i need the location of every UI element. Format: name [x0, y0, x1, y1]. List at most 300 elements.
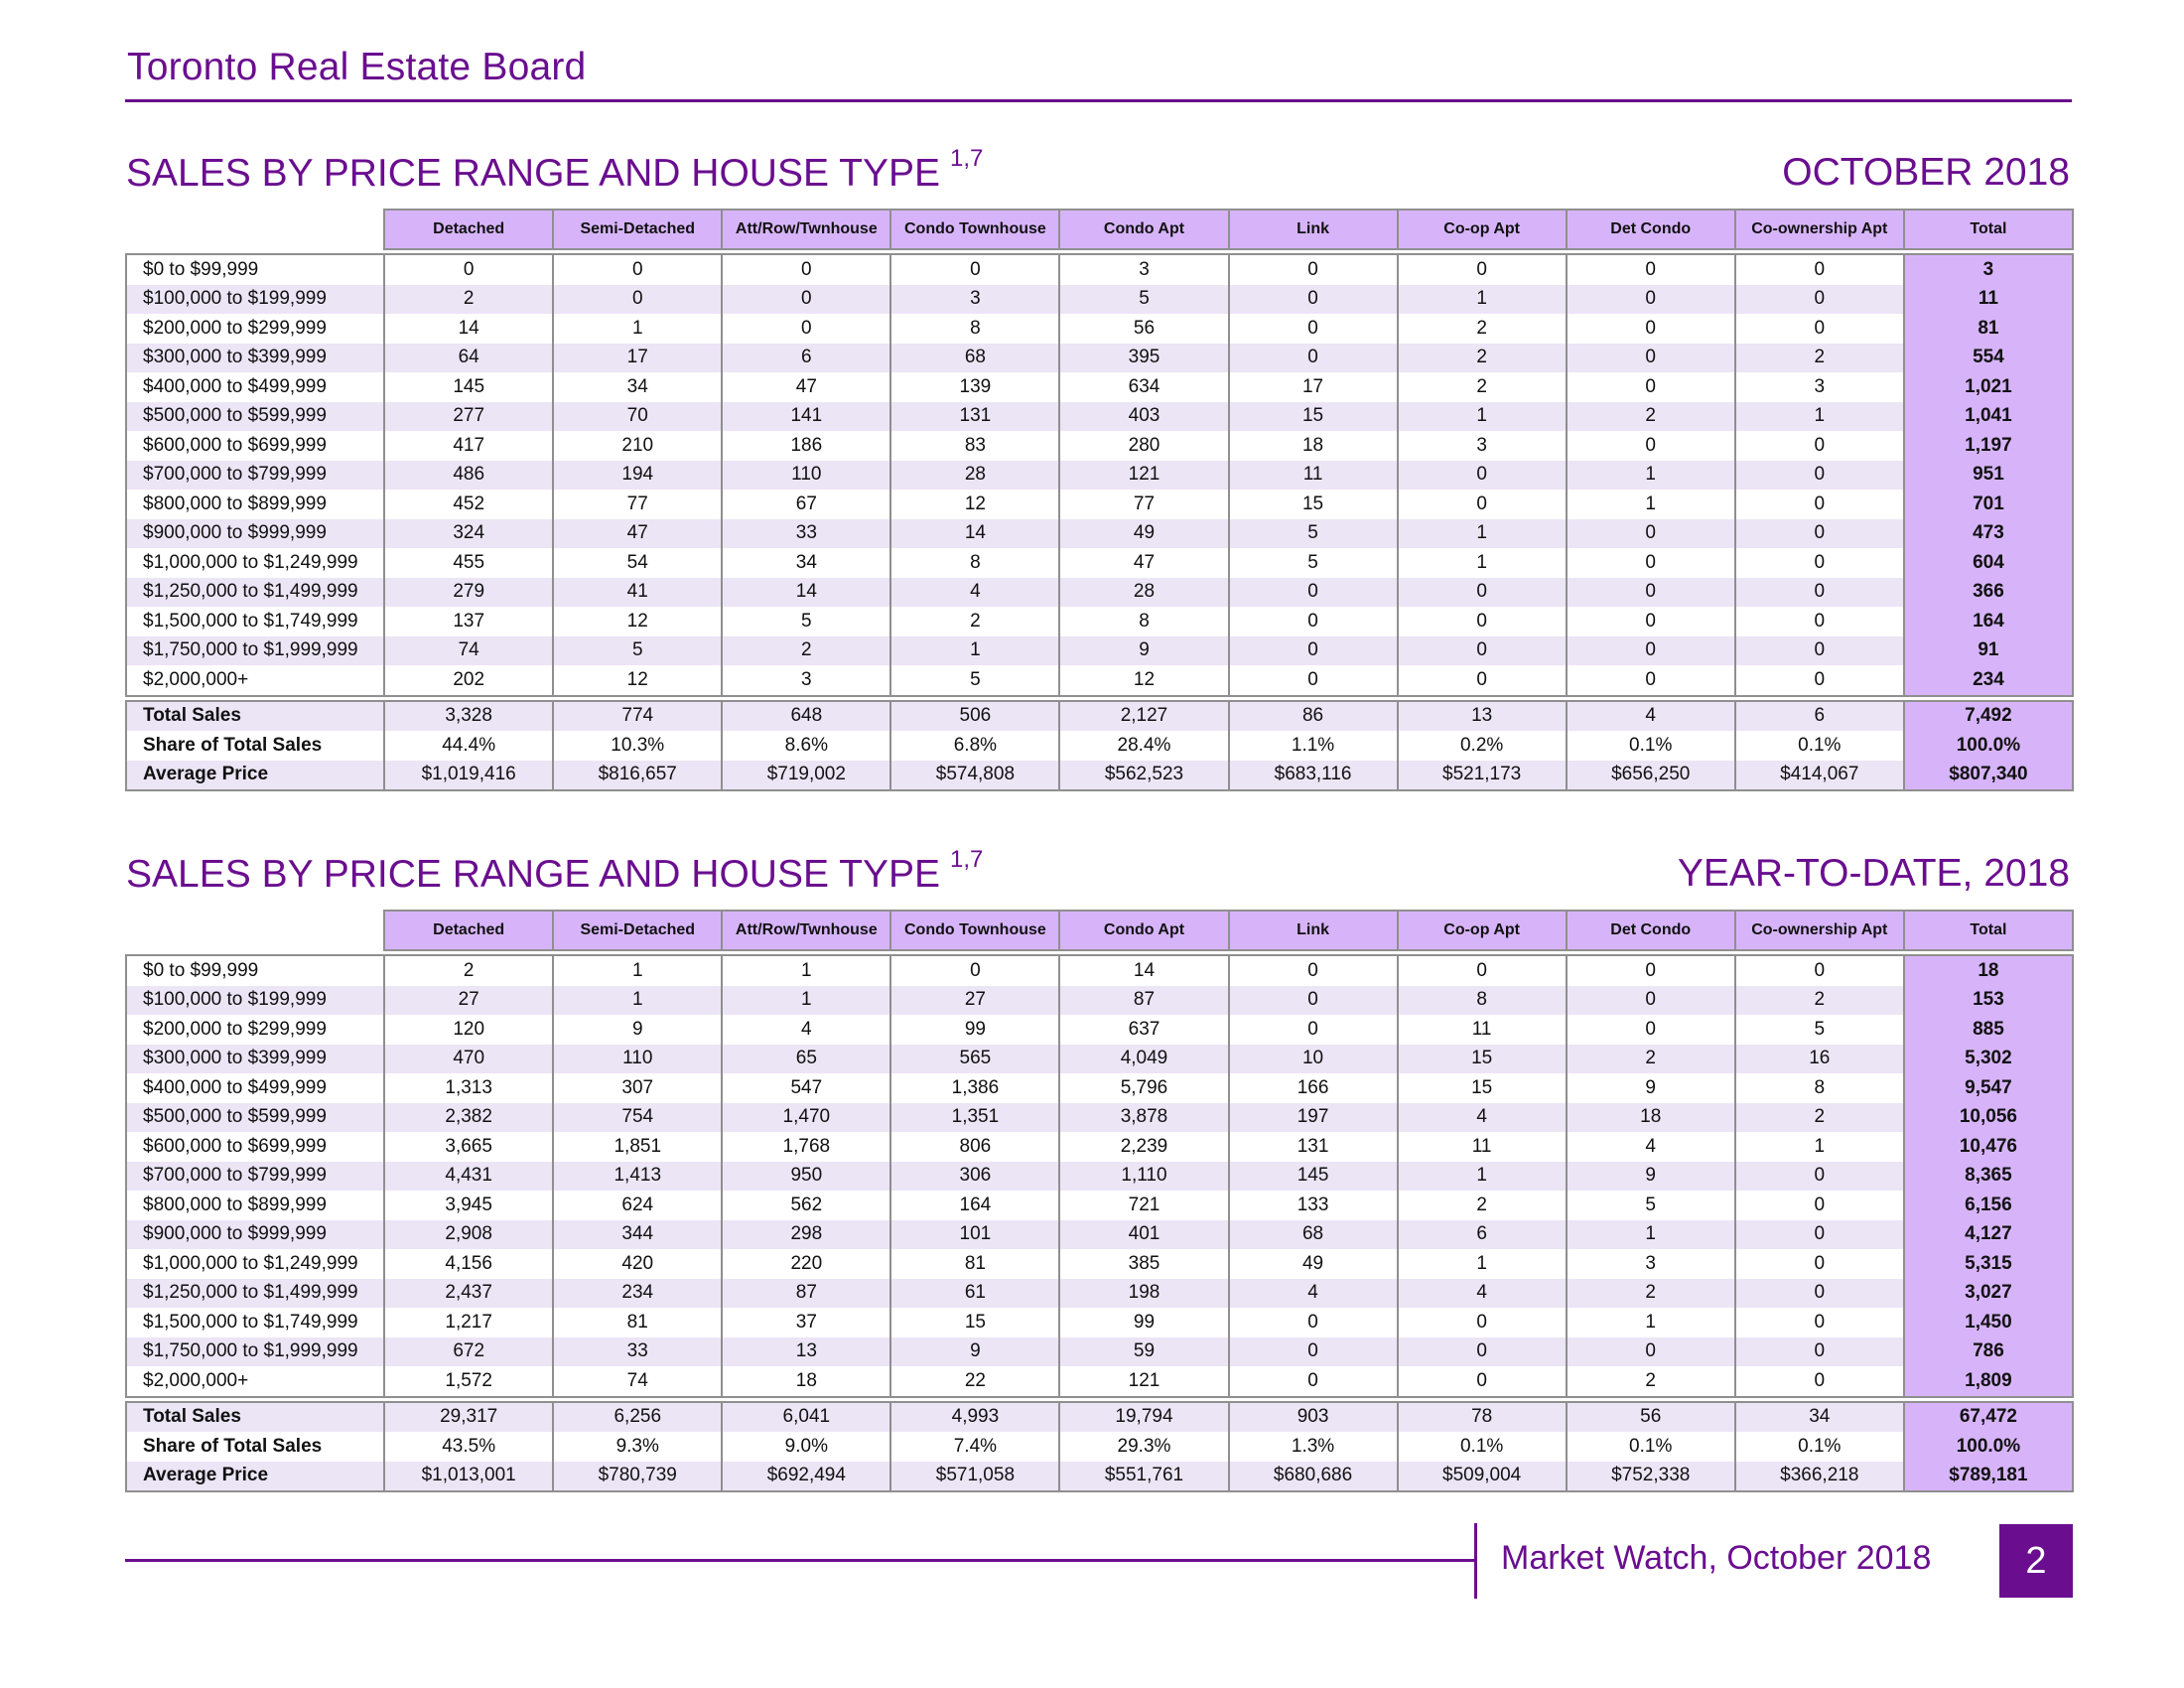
summary-row	[126, 701, 2073, 732]
sales-count-cell: 120	[384, 1015, 553, 1045]
summary-row	[126, 1432, 2073, 1462]
sales-count-cell: 5,796	[1059, 1073, 1228, 1103]
sales-count-cell: 547	[722, 1073, 890, 1103]
price-range-label: $600,000 to $699,999	[126, 431, 384, 461]
sales-count-cell: 12	[1059, 665, 1228, 696]
sales-count-cell: 0	[553, 254, 722, 285]
sales-count-cell: 0	[1398, 665, 1567, 696]
sales-count-cell: 0	[1229, 314, 1398, 344]
sales-count-cell: 6	[722, 344, 890, 373]
sales-count-cell: 1	[1398, 402, 1567, 432]
summary-total-cell: $807,340	[1904, 761, 2073, 791]
column-header: Detached	[384, 210, 553, 249]
sales-count-cell: 0	[1398, 955, 1567, 986]
sales-count-cell: 2	[1567, 1279, 1735, 1309]
price-range-row	[126, 314, 2073, 344]
sales-count-cell: 0	[1735, 1191, 1904, 1220]
column-header: Co-op Apt	[1398, 210, 1567, 249]
price-range-label: $400,000 to $499,999	[126, 372, 384, 402]
column-header: Co-ownership Apt	[1735, 210, 1904, 249]
sales-count-cell: 1	[1398, 1249, 1567, 1279]
sales-count-cell: 27	[890, 986, 1059, 1016]
sales-count-cell: 64	[384, 344, 553, 373]
row-total-cell: 1,197	[1904, 431, 2073, 461]
summary-total-cell: 100.0%	[1904, 1432, 2073, 1462]
sales-count-cell: 15	[1398, 1073, 1567, 1103]
column-header: Det Condo	[1567, 210, 1735, 249]
sales-count-cell: 2,382	[384, 1103, 553, 1133]
column-header-row	[126, 911, 2073, 950]
summary-value-cell: 29,317	[384, 1402, 553, 1433]
sales-count-cell: 5	[1735, 1015, 1904, 1045]
sales-count-cell: 2	[1398, 344, 1567, 373]
sales-count-cell: 34	[722, 548, 890, 578]
column-header: Condo Apt	[1059, 911, 1228, 950]
price-range-label: $1,750,000 to $1,999,999	[126, 1337, 384, 1367]
sales-count-cell: 4	[722, 1015, 890, 1045]
sales-count-cell: 8	[890, 314, 1059, 344]
row-total-cell: 951	[1904, 461, 2073, 491]
summary-value-cell: $692,494	[722, 1462, 890, 1492]
sales-count-cell: 47	[1059, 548, 1228, 578]
summary-value-cell: $1,019,416	[384, 761, 553, 791]
summary-label: Share of Total Sales	[126, 731, 384, 761]
sales-count-cell: 17	[1229, 372, 1398, 402]
sales-count-cell: 194	[553, 461, 722, 491]
footer-rule	[125, 1559, 1475, 1562]
summary-value-cell: 0.1%	[1567, 731, 1735, 761]
sales-count-cell: 0	[1735, 314, 1904, 344]
price-range-label: $800,000 to $899,999	[126, 1191, 384, 1220]
column-header: Link	[1229, 911, 1398, 950]
row-total-cell: 6,156	[1904, 1191, 2073, 1220]
column-header: Det Condo	[1567, 911, 1735, 950]
summary-value-cell: 0.1%	[1735, 1432, 1904, 1462]
footnote-marker: 1,7	[950, 145, 984, 172]
sales-count-cell: 0	[1567, 986, 1735, 1016]
sales-count-cell: 0	[722, 254, 890, 285]
price-range-row	[126, 578, 2073, 608]
sales-count-cell: 33	[553, 1337, 722, 1367]
sales-count-cell: 624	[553, 1191, 722, 1220]
summary-label: Total Sales	[126, 1402, 384, 1433]
sales-count-cell: 99	[1059, 1308, 1228, 1337]
sales-count-cell: 277	[384, 402, 553, 432]
row-total-cell: 473	[1904, 519, 2073, 549]
publication-name: Market Watch, October 2018	[1501, 1539, 1932, 1577]
sales-count-cell: 0	[1567, 636, 1735, 666]
sales-count-cell: 4	[1398, 1279, 1567, 1309]
header-corner	[126, 911, 384, 950]
price-range-row	[126, 1191, 2073, 1220]
row-total-cell: 153	[1904, 986, 2073, 1016]
summary-value-cell: 6,256	[553, 1402, 722, 1433]
sales-count-cell: 8	[890, 548, 1059, 578]
sales-count-cell: 307	[553, 1073, 722, 1103]
monthly-section	[125, 141, 2074, 791]
price-range-row	[126, 490, 2073, 519]
sales-count-cell: 5	[553, 636, 722, 666]
sales-count-cell: 9	[553, 1015, 722, 1045]
sales-count-cell: 0	[1398, 254, 1567, 285]
sales-count-cell: 1	[890, 636, 1059, 666]
sales-count-cell: 1	[1567, 1308, 1735, 1337]
sales-count-cell: 198	[1059, 1279, 1228, 1309]
sales-count-cell: 11	[1398, 1015, 1567, 1045]
summary-value-cell: 4,993	[890, 1402, 1059, 1433]
price-range-label: $1,250,000 to $1,499,999	[126, 578, 384, 608]
sales-count-cell: 0	[1735, 431, 1904, 461]
sales-count-cell: 1,768	[722, 1132, 890, 1162]
sales-count-cell: 141	[722, 402, 890, 432]
footer-divider	[1474, 1523, 1477, 1599]
sales-count-cell: 806	[890, 1132, 1059, 1162]
summary-value-cell: 0.1%	[1398, 1432, 1567, 1462]
summary-label: Average Price	[126, 761, 384, 791]
column-header: Semi-Detached	[553, 911, 722, 950]
price-range-label: $500,000 to $599,999	[126, 402, 384, 432]
price-range-label: $900,000 to $999,999	[126, 519, 384, 549]
sales-count-cell: 0	[1735, 1308, 1904, 1337]
sales-count-cell: 41	[553, 578, 722, 608]
sales-count-cell: 49	[1059, 519, 1228, 549]
sales-count-cell: 12	[890, 490, 1059, 519]
sales-count-cell: 3	[890, 285, 1059, 315]
sales-count-cell: 139	[890, 372, 1059, 402]
sales-count-cell: 59	[1059, 1337, 1228, 1367]
price-range-row	[126, 986, 2073, 1016]
price-range-label: $300,000 to $399,999	[126, 1045, 384, 1074]
summary-value-cell: 0.2%	[1398, 731, 1567, 761]
summary-row	[126, 731, 2073, 761]
sales-count-cell: 1	[553, 955, 722, 986]
column-header: Co-op Apt	[1398, 911, 1567, 950]
sales-count-cell: 0	[722, 314, 890, 344]
sales-count-cell: 0	[1398, 578, 1567, 608]
sales-count-cell: 14	[890, 519, 1059, 549]
sales-count-cell: 2	[1567, 402, 1735, 432]
price-range-label: $1,000,000 to $1,249,999	[126, 1249, 384, 1279]
summary-value-cell: $509,004	[1398, 1462, 1567, 1492]
summary-value-cell: 1.3%	[1229, 1432, 1398, 1462]
sales-count-cell: 1	[1567, 490, 1735, 519]
column-header: Att/Row/Twnhouse	[722, 911, 890, 950]
summary-value-cell: 648	[722, 701, 890, 732]
sales-count-cell: 0	[1735, 285, 1904, 315]
sales-count-cell: 145	[1229, 1162, 1398, 1192]
sales-count-cell: 634	[1059, 372, 1228, 402]
price-range-label: $300,000 to $399,999	[126, 344, 384, 373]
sales-count-cell: 0	[1398, 1366, 1567, 1397]
sales-count-cell: 324	[384, 519, 553, 549]
sales-count-cell: 5	[1059, 285, 1228, 315]
section-title	[126, 846, 984, 897]
sales-count-cell: 56	[1059, 314, 1228, 344]
summary-value-cell: 29.3%	[1059, 1432, 1228, 1462]
brand-title: Toronto Real Estate Board	[127, 46, 587, 88]
sales-count-cell: 67	[722, 490, 890, 519]
sales-count-cell: 12	[553, 665, 722, 696]
sales-count-cell: 14	[722, 578, 890, 608]
sales-count-cell: 0	[1567, 578, 1735, 608]
price-range-label: $700,000 to $799,999	[126, 1162, 384, 1192]
column-header: Total	[1904, 911, 2073, 950]
sales-count-cell: 1	[1735, 402, 1904, 432]
sales-count-cell: 17	[553, 344, 722, 373]
column-header-row	[126, 210, 2073, 249]
summary-value-cell: $571,058	[890, 1462, 1059, 1492]
summary-value-cell: 43.5%	[384, 1432, 553, 1462]
sales-count-cell: 0	[1398, 1337, 1567, 1367]
sales-count-cell: 15	[1398, 1045, 1567, 1074]
summary-value-cell: $680,686	[1229, 1462, 1398, 1492]
row-total-cell: 81	[1904, 314, 2073, 344]
sales-count-cell: 14	[1059, 955, 1228, 986]
summary-value-cell: $414,067	[1735, 761, 1904, 791]
sales-count-cell: 0	[1735, 548, 1904, 578]
sales-count-cell: 1,110	[1059, 1162, 1228, 1192]
price-range-row	[126, 1103, 2073, 1133]
sales-count-cell: 0	[1398, 636, 1567, 666]
price-range-label: $1,250,000 to $1,499,999	[126, 1279, 384, 1309]
sales-count-cell: 5	[1229, 548, 1398, 578]
sales-count-cell: 0	[1735, 1162, 1904, 1192]
summary-value-cell: 86	[1229, 701, 1398, 732]
row-total-cell: 91	[1904, 636, 2073, 666]
sales-count-cell: 2	[722, 636, 890, 666]
sales-count-cell: 3	[1567, 1249, 1735, 1279]
sales-count-cell: 2	[1735, 344, 1904, 373]
sales-count-cell: 37	[722, 1308, 890, 1337]
sales-count-cell: 22	[890, 1366, 1059, 1397]
sales-count-cell: 452	[384, 490, 553, 519]
summary-label: Average Price	[126, 1462, 384, 1492]
sales-count-cell: 0	[1229, 986, 1398, 1016]
sales-count-cell: 0	[1567, 955, 1735, 986]
sales-count-cell: 1	[1567, 461, 1735, 491]
section-title-text: SALES BY PRICE RANGE AND HOUSE TYPE	[126, 152, 940, 195]
sales-count-cell: 13	[722, 1337, 890, 1367]
sales-count-cell: 3,945	[384, 1191, 553, 1220]
sales-count-cell: 0	[890, 955, 1059, 986]
sales-count-cell: 417	[384, 431, 553, 461]
summary-value-cell: 903	[1229, 1402, 1398, 1433]
sales-count-cell: 3	[1398, 431, 1567, 461]
sales-count-cell: 68	[1229, 1220, 1398, 1250]
column-header: Co-ownership Apt	[1735, 911, 1904, 950]
sales-count-cell: 28	[890, 461, 1059, 491]
sales-count-cell: 197	[1229, 1103, 1398, 1133]
sales-count-cell: 0	[1735, 1366, 1904, 1397]
sales-count-cell: 1,470	[722, 1103, 890, 1133]
sales-count-cell: 1,572	[384, 1366, 553, 1397]
price-range-row	[126, 519, 2073, 549]
price-range-row	[126, 665, 2073, 696]
summary-value-cell: 2,127	[1059, 701, 1228, 732]
sales-count-cell: 3,878	[1059, 1103, 1228, 1133]
sales-count-cell: 0	[1229, 607, 1398, 636]
sales-count-cell: 74	[553, 1366, 722, 1397]
sales-count-cell: 101	[890, 1220, 1059, 1250]
sales-count-cell: 0	[1567, 548, 1735, 578]
price-range-row	[126, 1279, 2073, 1309]
summary-total-cell: $789,181	[1904, 1462, 2073, 1492]
sales-count-cell: 1	[1398, 285, 1567, 315]
row-total-cell: 1,041	[1904, 402, 2073, 432]
sales-count-cell: 470	[384, 1045, 553, 1074]
price-range-label: $100,000 to $199,999	[126, 285, 384, 315]
column-header: Link	[1229, 210, 1398, 249]
summary-value-cell: 28.4%	[1059, 731, 1228, 761]
price-range-label: $1,000,000 to $1,249,999	[126, 548, 384, 578]
summary-value-cell: $752,338	[1567, 1462, 1735, 1492]
sales-count-cell: 65	[722, 1045, 890, 1074]
sales-count-cell: 0	[1229, 254, 1398, 285]
summary-value-cell: 1.1%	[1229, 731, 1398, 761]
sales-count-cell: 1,351	[890, 1103, 1059, 1133]
sales-count-cell: 2	[1735, 1103, 1904, 1133]
sales-count-cell: 15	[1229, 402, 1398, 432]
sales-count-cell: 0	[1229, 578, 1398, 608]
sales-count-cell: 0	[1567, 314, 1735, 344]
price-range-row	[126, 402, 2073, 432]
sales-count-cell: 0	[1735, 636, 1904, 666]
summary-row	[126, 1462, 2073, 1492]
summary-value-cell: 34	[1735, 1402, 1904, 1433]
section-title	[126, 145, 984, 196]
summary-total-cell: 67,472	[1904, 1402, 2073, 1433]
summary-value-cell: $780,739	[553, 1462, 722, 1492]
column-header: Condo Townhouse	[890, 210, 1059, 249]
summary-value-cell: 10.3%	[553, 731, 722, 761]
sales-count-cell: 121	[1059, 461, 1228, 491]
sales-count-cell: 4,431	[384, 1162, 553, 1192]
price-range-row	[126, 1366, 2073, 1397]
header-rule	[125, 99, 2072, 102]
sales-count-cell: 121	[1059, 1366, 1228, 1397]
sales-count-cell: 137	[384, 607, 553, 636]
sales-count-cell: 0	[1229, 1337, 1398, 1367]
price-range-row	[126, 254, 2073, 285]
sales-count-cell: 0	[1229, 1308, 1398, 1337]
sales-count-cell: 1	[1398, 548, 1567, 578]
sales-count-cell: 0	[1567, 431, 1735, 461]
price-range-row	[126, 548, 2073, 578]
sales-count-cell: 0	[1567, 607, 1735, 636]
summary-label: Share of Total Sales	[126, 1432, 384, 1462]
sales-count-cell: 3	[1059, 254, 1228, 285]
row-total-cell: 1,021	[1904, 372, 2073, 402]
sales-table	[125, 209, 2074, 791]
price-range-label: $2,000,000+	[126, 665, 384, 696]
sales-count-cell: 5	[1229, 519, 1398, 549]
section-header	[125, 842, 2074, 910]
summary-value-cell: 56	[1567, 1402, 1735, 1433]
row-total-cell: 5,315	[1904, 1249, 2073, 1279]
sales-count-cell: 5	[1567, 1191, 1735, 1220]
sales-count-cell: 166	[1229, 1073, 1398, 1103]
row-total-cell: 234	[1904, 665, 2073, 696]
price-range-row	[126, 1045, 2073, 1074]
price-range-row	[126, 1132, 2073, 1162]
sales-count-cell: 202	[384, 665, 553, 696]
summary-value-cell: 774	[553, 701, 722, 732]
sales-count-cell: 2	[1398, 314, 1567, 344]
row-total-cell: 164	[1904, 607, 2073, 636]
ytd-section	[125, 842, 2074, 1492]
row-total-cell: 701	[1904, 490, 2073, 519]
summary-value-cell: 19,794	[1059, 1402, 1228, 1433]
summary-value-cell: $366,218	[1735, 1462, 1904, 1492]
price-range-row	[126, 1073, 2073, 1103]
sales-count-cell: 87	[1059, 986, 1228, 1016]
sales-count-cell: 562	[722, 1191, 890, 1220]
price-range-row	[126, 344, 2073, 373]
sales-count-cell: 401	[1059, 1220, 1228, 1250]
sales-count-cell: 9	[1567, 1073, 1735, 1103]
section-period: YEAR-TO-DATE, 2018	[1677, 852, 2070, 895]
sales-count-cell: 0	[1567, 254, 1735, 285]
sales-count-cell: 403	[1059, 402, 1228, 432]
summary-row	[126, 761, 2073, 791]
sales-count-cell: 3	[1735, 372, 1904, 402]
row-total-cell: 604	[1904, 548, 2073, 578]
price-range-label: $1,750,000 to $1,999,999	[126, 636, 384, 666]
summary-value-cell: 9.0%	[722, 1432, 890, 1462]
summary-value-cell: 44.4%	[384, 731, 553, 761]
sales-count-cell: 0	[1567, 1337, 1735, 1367]
sales-count-cell: 1,386	[890, 1073, 1059, 1103]
sales-count-cell: 234	[553, 1279, 722, 1309]
sales-count-cell: 74	[384, 636, 553, 666]
section-header	[125, 141, 2074, 209]
sales-count-cell: 2,239	[1059, 1132, 1228, 1162]
price-range-row	[126, 955, 2073, 986]
sales-count-cell: 9	[1059, 636, 1228, 666]
sales-count-cell: 47	[553, 519, 722, 549]
sales-count-cell: 721	[1059, 1191, 1228, 1220]
summary-value-cell: 6,041	[722, 1402, 890, 1433]
sales-count-cell: 4	[1398, 1103, 1567, 1133]
sales-count-cell: 395	[1059, 344, 1228, 373]
sales-count-cell: 0	[1735, 1337, 1904, 1367]
summary-value-cell: 0.1%	[1735, 731, 1904, 761]
sales-count-cell: 1	[1735, 1132, 1904, 1162]
summary-value-cell: $1,013,001	[384, 1462, 553, 1492]
row-total-cell: 786	[1904, 1337, 2073, 1367]
summary-row	[126, 1402, 2073, 1433]
sales-count-cell: 210	[553, 431, 722, 461]
sales-count-cell: 0	[1229, 955, 1398, 986]
sales-count-cell: 8	[1059, 607, 1228, 636]
sales-count-cell: 0	[1735, 665, 1904, 696]
sales-count-cell: 0	[1398, 461, 1567, 491]
sales-count-cell: 18	[1229, 431, 1398, 461]
sales-count-cell: 0	[1735, 607, 1904, 636]
column-header: Condo Apt	[1059, 210, 1228, 249]
page-number: 2	[1999, 1524, 2073, 1598]
price-range-label: $0 to $99,999	[126, 955, 384, 986]
sales-count-cell: 1	[722, 955, 890, 986]
row-total-cell: 8,365	[1904, 1162, 2073, 1192]
sales-count-cell: 1	[722, 986, 890, 1016]
column-header: Condo Townhouse	[890, 911, 1059, 950]
price-range-label: $900,000 to $999,999	[126, 1220, 384, 1250]
sales-count-cell: 0	[1735, 1249, 1904, 1279]
sales-count-cell: 1	[1398, 519, 1567, 549]
summary-value-cell: 0.1%	[1567, 1432, 1735, 1462]
sales-count-cell: 0	[1735, 578, 1904, 608]
